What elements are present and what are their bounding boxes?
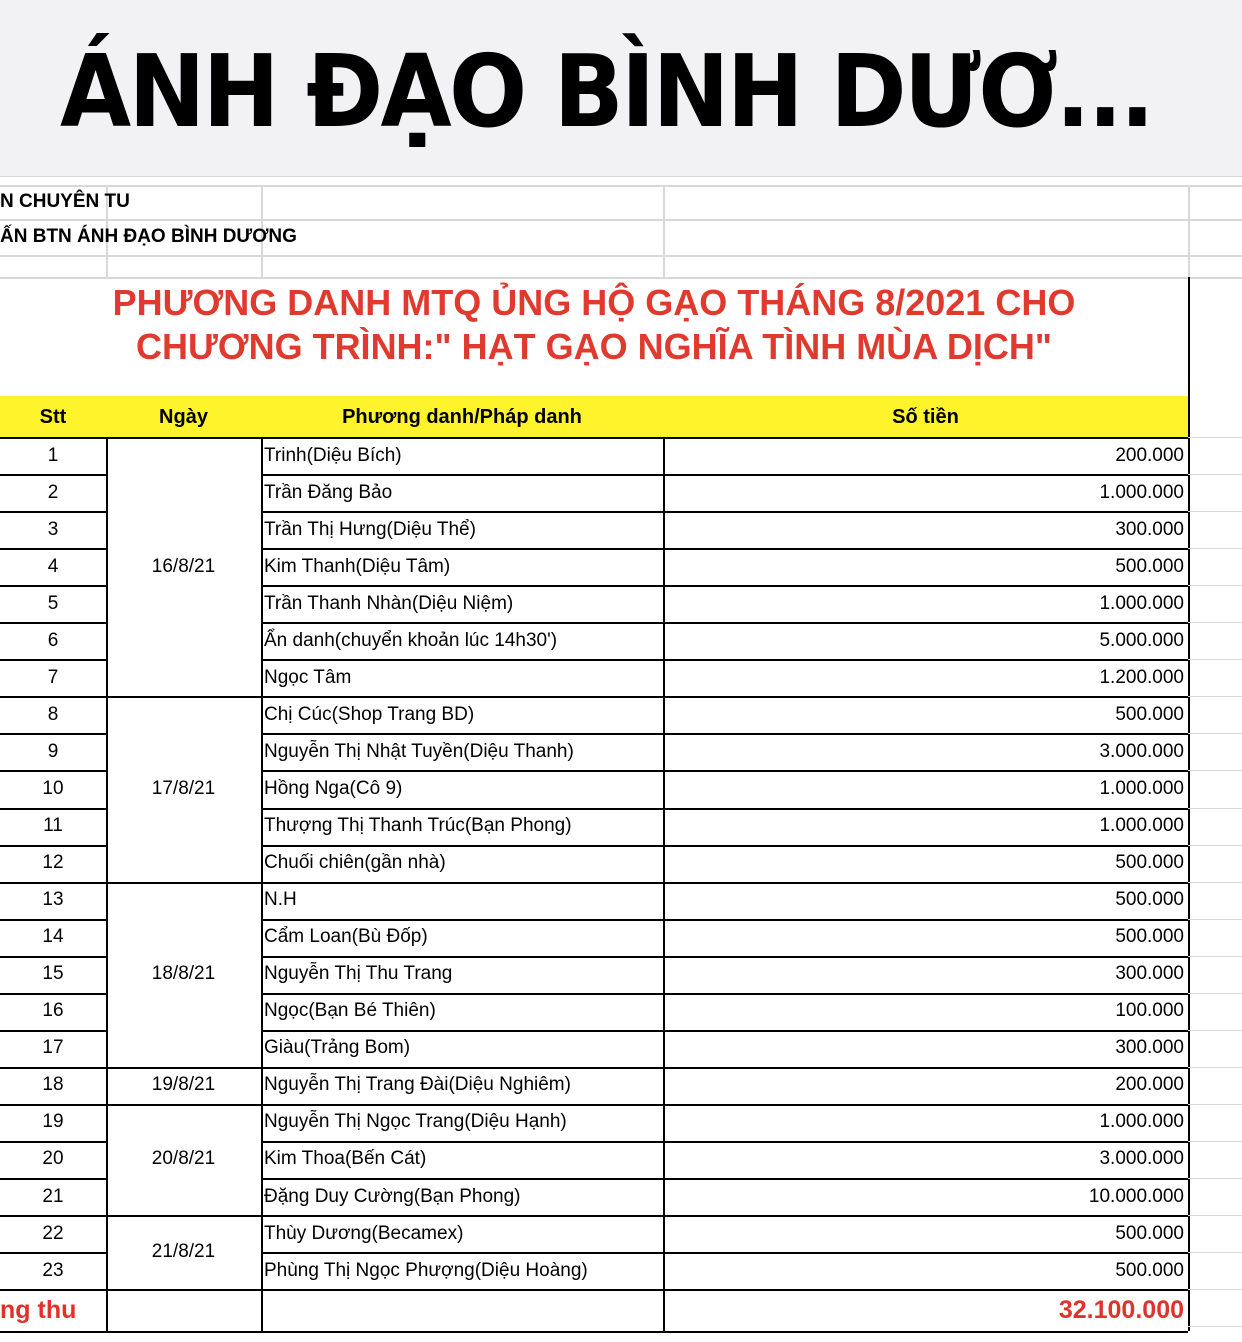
date-group-cell[interactable]: 19/8/21 bbox=[151, 1074, 216, 1096]
date-group-cell[interactable]: 16/8/21 bbox=[151, 555, 216, 577]
row-stt[interactable]: 18 bbox=[42, 1074, 64, 1096]
spreadsheet-grid[interactable] bbox=[0, 176, 1242, 1342]
row-stt[interactable]: 8 bbox=[47, 703, 59, 725]
document-title: ÁNH ĐẠO BÌNH DƯƠ... bbox=[60, 33, 1153, 150]
row-name[interactable]: Ngọc(Bạn Bé Thiên) bbox=[264, 1000, 436, 1022]
grid-line bbox=[1188, 1178, 1242, 1179]
row-amount[interactable]: 10.000.000 bbox=[1088, 1185, 1184, 1207]
row-name[interactable]: Chị Cúc(Shop Trang BD) bbox=[264, 703, 475, 725]
row-amount[interactable]: 200.000 bbox=[1115, 1074, 1184, 1096]
row-amount[interactable]: 1.000.000 bbox=[1099, 815, 1184, 837]
grid-line bbox=[1188, 1326, 1242, 1327]
row-amount[interactable]: 500.000 bbox=[1115, 1222, 1184, 1244]
row-name[interactable]: Giàu(Trảng Bom) bbox=[264, 1037, 411, 1059]
grid-line bbox=[1188, 277, 1190, 1331]
row-stt[interactable]: 7 bbox=[47, 666, 59, 688]
sheet-title[interactable] bbox=[0, 281, 1188, 396]
grid-line bbox=[1188, 1289, 1242, 1290]
grid-line bbox=[1188, 474, 1242, 475]
row-name[interactable]: Chuối chiên(gần nhà) bbox=[264, 852, 446, 874]
row-stt[interactable]: 15 bbox=[42, 963, 64, 985]
date-group-cell[interactable]: 21/8/21 bbox=[151, 1241, 216, 1263]
date-group-cell[interactable]: 18/8/21 bbox=[151, 963, 216, 985]
row-amount[interactable]: 300.000 bbox=[1115, 1037, 1184, 1059]
row-amount[interactable]: 200.000 bbox=[1115, 444, 1184, 466]
row-name[interactable]: Trần Thị Hưng(Diệu Thể) bbox=[264, 518, 476, 540]
row-stt[interactable]: 12 bbox=[42, 852, 64, 874]
row-stt[interactable]: 3 bbox=[47, 518, 59, 540]
grid-line bbox=[1188, 1030, 1242, 1031]
row-name[interactable]: Kim Thoa(Bến Cát) bbox=[264, 1148, 427, 1170]
grid-line bbox=[0, 185, 1242, 187]
row-amount[interactable]: 500.000 bbox=[1115, 1259, 1184, 1281]
row-amount[interactable]: 300.000 bbox=[1115, 518, 1184, 540]
grid-line bbox=[1188, 845, 1242, 846]
row-name[interactable]: Đặng Duy Cường(Bạn Phong) bbox=[264, 1185, 521, 1207]
grid-line bbox=[663, 185, 665, 277]
row-name[interactable]: Trần Đăng Bảo bbox=[264, 481, 393, 503]
grid-line bbox=[1188, 1141, 1242, 1142]
row-stt[interactable]: 2 bbox=[47, 481, 59, 503]
row-stt[interactable]: 9 bbox=[47, 740, 59, 762]
grid-line bbox=[1188, 622, 1242, 623]
row-amount[interactable]: 500.000 bbox=[1115, 889, 1184, 911]
row-stt[interactable]: 4 bbox=[47, 555, 59, 577]
pre-row-2-text[interactable]: ẤN BTN ÁNH ĐẠO BÌNH DƯƠNG bbox=[0, 226, 297, 247]
row-stt[interactable]: 19 bbox=[42, 1111, 64, 1133]
grid-line bbox=[1188, 696, 1242, 697]
row-stt[interactable]: 11 bbox=[43, 815, 63, 837]
grid-line bbox=[1188, 437, 1242, 438]
row-stt[interactable]: 14 bbox=[42, 926, 64, 948]
grid-line bbox=[1188, 1215, 1242, 1216]
row-name[interactable]: Kim Thanh(Diệu Tâm) bbox=[264, 555, 451, 577]
grid-line bbox=[1188, 511, 1242, 512]
row-stt[interactable]: 20 bbox=[42, 1148, 64, 1170]
app-header bbox=[0, 0, 1242, 177]
grid-line bbox=[1188, 919, 1242, 920]
row-amount[interactable]: 100.000 bbox=[1115, 1000, 1184, 1022]
row-amount[interactable]: 500.000 bbox=[1115, 703, 1184, 725]
grid-line bbox=[1188, 185, 1190, 277]
grid-line bbox=[1188, 882, 1242, 883]
row-amount[interactable]: 500.000 bbox=[1115, 852, 1184, 874]
grid-line bbox=[1188, 659, 1242, 660]
row-name[interactable]: Nguyễn Thị Thu Trang bbox=[264, 963, 453, 985]
row-name[interactable]: Thùy Dương(Becamex) bbox=[264, 1222, 464, 1244]
row-amount[interactable]: 500.000 bbox=[1115, 926, 1184, 948]
row-name[interactable]: Nguyễn Thị Trang Đài(Diệu Nghiêm) bbox=[264, 1074, 571, 1096]
row-name[interactable]: Ngọc Tâm bbox=[264, 666, 352, 688]
row-stt[interactable]: 17 bbox=[42, 1037, 64, 1059]
header-date[interactable]: Ngày bbox=[159, 405, 208, 428]
row-amount[interactable]: 1.000.000 bbox=[1099, 481, 1184, 503]
row-stt[interactable]: 10 bbox=[42, 777, 64, 799]
row-name[interactable]: Trần Thanh Nhàn(Diệu Niệm) bbox=[264, 592, 514, 614]
row-stt[interactable]: 16 bbox=[42, 1000, 64, 1022]
row-stt[interactable]: 1 bbox=[47, 444, 59, 466]
row-name[interactable]: Cẩm Loan(Bù Đốp) bbox=[264, 926, 428, 948]
row-name[interactable]: Ẩn danh(chuyển khoản lúc 14h30') bbox=[264, 629, 558, 651]
row-amount[interactable]: 1.000.000 bbox=[1099, 592, 1184, 614]
grid-line bbox=[1188, 1104, 1242, 1105]
grid-line bbox=[1188, 585, 1242, 586]
grid-line bbox=[1188, 993, 1242, 994]
sheet-title-line-2: CHƯƠNG TRÌNH:" HẠT GẠO NGHĨA TÌNH MÙA DỊCH" bbox=[136, 326, 1052, 367]
row-name[interactable]: Hồng Nga(Cô 9) bbox=[264, 777, 403, 799]
grid-line bbox=[261, 396, 263, 1331]
total-label[interactable]: ng thu bbox=[0, 1296, 77, 1325]
row-name[interactable]: Trinh(Diệu Bích) bbox=[264, 444, 402, 466]
grid-line bbox=[0, 255, 1242, 257]
grid-line bbox=[106, 1289, 261, 1291]
row-amount[interactable]: 300.000 bbox=[1115, 963, 1184, 985]
row-name[interactable]: Nguyễn Thị Ngọc Trang(Diệu Hạnh) bbox=[264, 1111, 567, 1133]
grid-line bbox=[1188, 770, 1242, 771]
grid-line bbox=[1188, 1067, 1242, 1068]
pre-row-1-text[interactable]: N CHUYÊN TU bbox=[0, 191, 130, 212]
sheet-title-line-1: PHƯƠNG DANH MTQ ỦNG HỘ GẠO THÁNG 8/2021 CHO bbox=[112, 282, 1076, 323]
row-stt[interactable]: 21 bbox=[42, 1185, 64, 1207]
total-amount[interactable]: 32.100.000 bbox=[1058, 1296, 1184, 1325]
row-amount[interactable]: 3.000.000 bbox=[1099, 740, 1184, 762]
header-name[interactable]: Phương danh/Pháp danh bbox=[342, 405, 582, 428]
row-name[interactable]: N.H bbox=[264, 889, 297, 911]
row-amount[interactable]: 1.000.000 bbox=[1099, 777, 1184, 799]
grid-line bbox=[1188, 956, 1242, 957]
grid-line bbox=[1188, 1252, 1242, 1253]
header-amount[interactable]: Số tiền bbox=[892, 405, 959, 428]
date-group-cell[interactable]: 20/8/21 bbox=[151, 1148, 216, 1170]
grid-line bbox=[1188, 808, 1242, 809]
row-amount[interactable]: 5.000.000 bbox=[1099, 629, 1184, 651]
row-amount[interactable]: 1.200.000 bbox=[1099, 666, 1184, 688]
grid-line bbox=[0, 1331, 1188, 1333]
row-amount[interactable]: 3.000.000 bbox=[1099, 1148, 1184, 1170]
row-stt[interactable]: 22 bbox=[42, 1222, 64, 1244]
row-stt[interactable]: 5 bbox=[47, 592, 59, 614]
row-name[interactable]: Nguyễn Thị Nhật Tuyền(Diệu Thanh) bbox=[264, 740, 574, 762]
row-name[interactable]: Thượng Thị Thanh Trúc(Bạn Phong) bbox=[264, 815, 572, 837]
row-stt[interactable]: 23 bbox=[42, 1259, 64, 1281]
row-name[interactable]: Phùng Thị Ngọc Phượng(Diệu Hoàng) bbox=[264, 1259, 588, 1281]
date-group-cell[interactable]: 17/8/21 bbox=[151, 777, 216, 799]
grid-line bbox=[0, 277, 1242, 279]
header-stt[interactable]: Stt bbox=[39, 405, 67, 428]
row-amount[interactable]: 1.000.000 bbox=[1099, 1111, 1184, 1133]
grid-line bbox=[1188, 733, 1242, 734]
row-amount[interactable]: 500.000 bbox=[1115, 555, 1184, 577]
row-stt[interactable]: 13 bbox=[42, 889, 64, 911]
grid-line bbox=[1188, 548, 1242, 549]
row-stt[interactable]: 6 bbox=[47, 629, 59, 651]
